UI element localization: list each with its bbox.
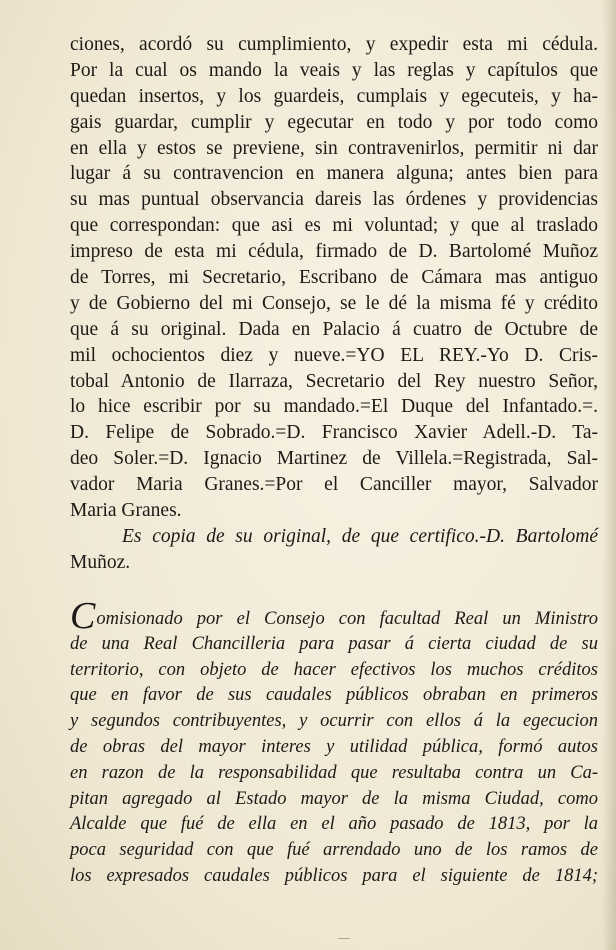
narrative-line: de obras del mayor interes y utilidad pública, formó autos: [70, 736, 598, 757]
text-line: vador Maria Granes.=Por el Canciller mayor, Salvador: [70, 474, 598, 496]
narrative-line: pitan agregado al Estado mayor de la misma Ciudad, como: [70, 788, 598, 809]
text-line: Por la cual os mando la veais y las reglas y capítulos que: [70, 59, 598, 81]
text-line: D. Felipe de Sobrado.=D. Francisco Xavier Adell.-D. Ta-: [70, 422, 598, 444]
text-line: y de Gobierno del mi Consejo, se le dé la misma fé y crédito: [70, 292, 598, 314]
page-mark: [338, 930, 350, 939]
text-line: su mas puntual observancia dareis las órdenes y providencias: [70, 189, 598, 211]
text-line: que correspondan: que asi es mi voluntad; y que al traslado: [70, 215, 598, 237]
text-line: lo hice escribir por su mandado.=El Duque del Infantado.=.: [70, 396, 598, 418]
text-line: mil ochocientos diez y nueve.=YO EL REY.-Yo D. Cris-: [70, 344, 598, 366]
narrative-line: de una Real Chancilleria para pasar á cierta ciudad de su: [70, 633, 598, 654]
binding-shadow: [602, 0, 616, 950]
certification-line: Es copia de su original, de que certifico.-D. Bartolomé: [122, 525, 598, 547]
text-line: quedan insertos, y los guardeis, cumplais y egecuteis, y ha-: [70, 85, 598, 107]
narrative-line: territorio, con objeto de hacer efectivos los muchos créditos: [70, 659, 598, 680]
narrative-first-line: [70, 595, 598, 637]
narrative-line: y segundos contribuyentes, y ocurrir con ellos á la egecucion: [70, 711, 598, 732]
narrative-line: Alcalde que fué de ella en el año pasado de 1813, por la: [70, 814, 598, 835]
drop-cap: C: [70, 595, 96, 637]
text-line: de Torres, mi Secretario, Escribano de Cámara mas antiguo: [70, 267, 598, 289]
narrative-line: en razon de la responsabilidad que resultaba contra un Ca-: [70, 762, 598, 783]
text-line: en ella y estos se previene, sin contravenirlos, permitir ni dar: [70, 137, 598, 159]
text-line: tobal Antonio de Ilarraza, Secretario del Rey nuestro Señor,: [70, 370, 598, 392]
decree-text-block: [70, 32, 598, 576]
narrative-line: que en favor de sus caudales públicos obraban en primeros: [70, 685, 598, 706]
text-line: lugar á su contravencion en manera alguna; antes bien para: [70, 163, 598, 185]
text-line: impreso de esta mi cédula, firmado de D. Bartolomé Muñoz: [70, 241, 598, 263]
narrative-line: poca seguridad con que fué arrendado uno de los ramos de: [70, 840, 598, 861]
text-line: que á su original. Dada en Palacio á cuatro de Octubre de: [70, 318, 598, 340]
text-line: gais guardar, cumplir y egecutar en todo y por todo como: [70, 111, 598, 133]
text-line: ciones, acordó su cumplimiento, y expedir esta mi cédula.: [70, 34, 598, 55]
case-narrative-block: [70, 595, 598, 890]
first-line-text: omisionado por el Consejo con facultad Real un Ministro: [96, 609, 598, 629]
text-line: Maria Granes.: [70, 500, 182, 522]
narrative-line: los expresados caudales públicos para el siguiente de 1814;: [70, 865, 598, 886]
text-line: deo Soler.=D. Ignacio Martinez de Villela.=Registrada, Sal-: [70, 448, 598, 470]
certification-signature: Muñoz.: [70, 551, 131, 573]
